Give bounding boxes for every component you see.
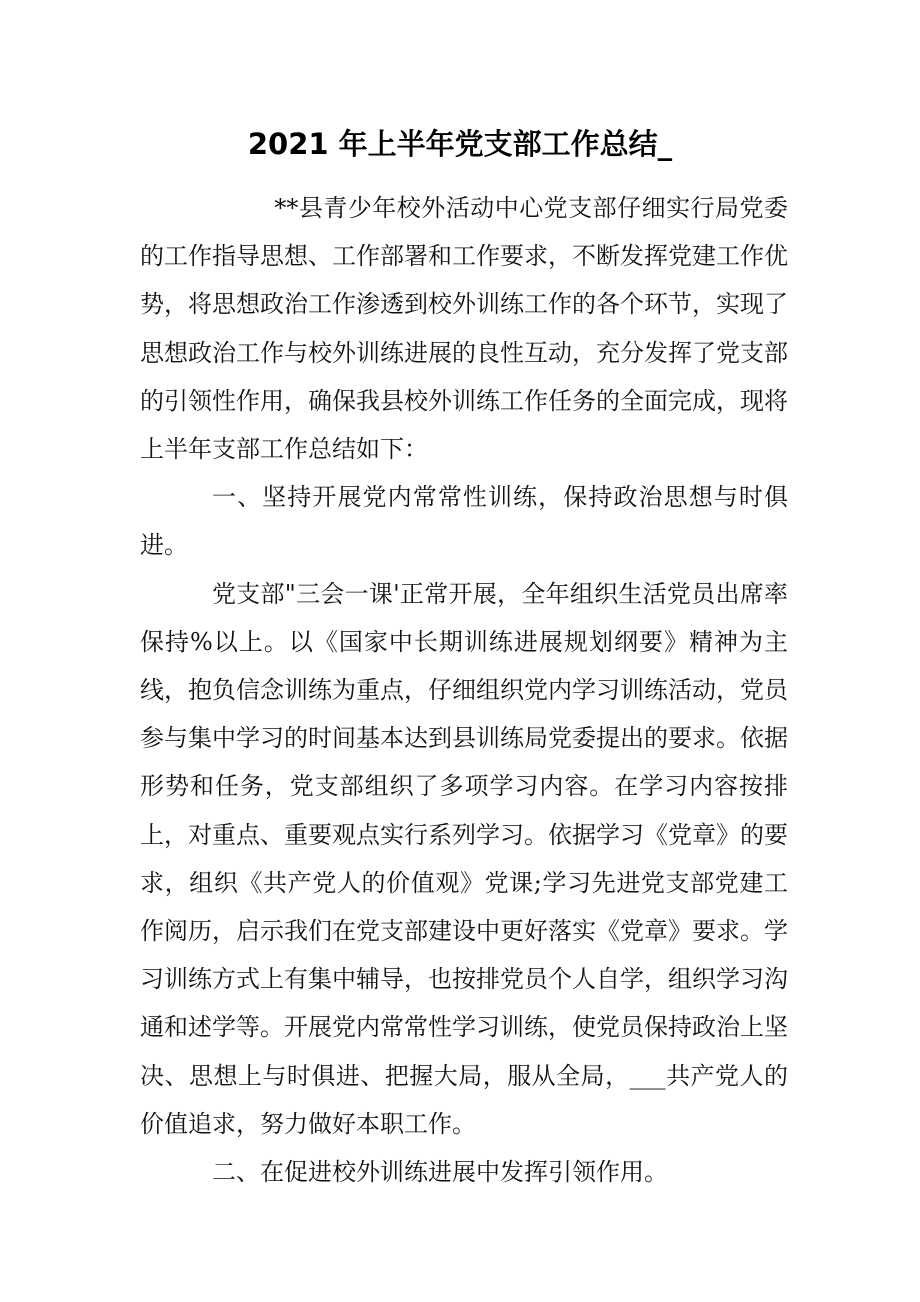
section-heading-1: 一、坚持开展党内常常性训练，保持政治思想与时俱进。 — [140, 483, 788, 560]
document-title: 2021 年上半年党支部工作总结_ — [247, 127, 673, 161]
section-heading-2: 二、在促进校外训练进展中发挥引领作用。 — [212, 1158, 668, 1187]
paragraph-intro: **县青少年校外活动中心党支部仔细实行局党委的工作指导思想、工作部署和工作要求，不断发挥党建工作优势，将思想政治工作渗透到校外训练工作的各个环节，实现了思想政治工作与校外训练进展的良性互动，充分发挥了党支部的引领性作用，确保我县校外训练工作任务的全面完成，现将上半年支部工作总结如下： — [140, 194, 788, 464]
document-body — [140, 184, 788, 1196]
paragraph-section-1: 党支部"三会一课'正常开展，全年组织生活党员出席率保持%以上。以《国家中长期训练进展规划纲要》精神为主线，抱负信念训练为重点，仔细组织党内学习训练活动，党员参与集中学习的时间基本达到县训练局党委提出的要求。依据形势和任务，党支部组织了多项学习内容。在学习内容按排上，对重点、重要观点实行系列学习。依据学习《党章》的要求，组织《共产党人的价值观》党课;学习先进党支部党建工作阅历，启示我们在党支部建设中更好落实《党章》要求。学习训练方式上有集中辅导，也按排党员个人自学，组织学习沟通和述学等。开展党内常常性学习训练，使党员保持政治上坚决、思想上与时俱进、把握大局，服从全局，___共产党人的价值追求，努力做好本职工作。 — [140, 579, 788, 1138]
